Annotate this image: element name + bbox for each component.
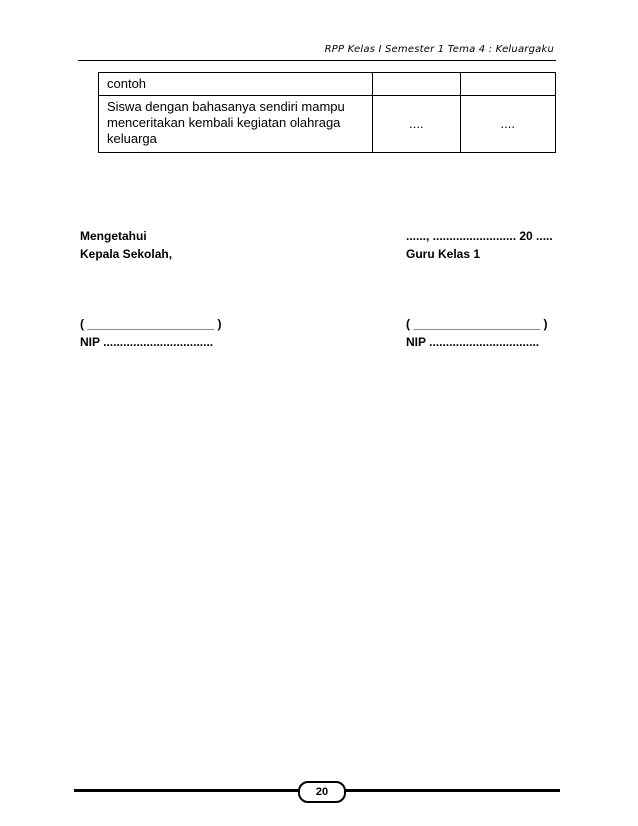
signature-right-place-date: ......, ......................... 20 ..... bbox=[406, 229, 553, 243]
score-cell bbox=[373, 73, 460, 96]
running-header: RPP Kelas I Semester 1 Tema 4 : Keluargaku bbox=[324, 44, 554, 55]
page-number: 20 bbox=[298, 781, 346, 803]
score-cell: .... bbox=[460, 96, 555, 153]
signature-right-role: Guru Kelas 1 bbox=[406, 247, 481, 261]
indicator-cell: Siswa dengan bahasanya sendiri mampu menceritakan kembali kegiatan olahraga keluarga bbox=[99, 96, 373, 153]
signature-left-nip: NIP ................................. bbox=[80, 335, 214, 349]
signature-right-nip: NIP ................................. bbox=[406, 335, 540, 349]
signature-left-line1: Mengetahui bbox=[80, 229, 147, 243]
assessment-table bbox=[98, 72, 556, 153]
indicator-cell: contoh bbox=[99, 73, 373, 96]
header-rule bbox=[78, 60, 556, 61]
score-cell: .... bbox=[373, 96, 460, 153]
signature-left-name-line: ( ___________________ ) bbox=[80, 317, 222, 331]
table-row bbox=[99, 73, 556, 96]
signature-right-name-line: ( ___________________ ) bbox=[406, 317, 548, 331]
signature-left-role: Kepala Sekolah, bbox=[80, 247, 173, 261]
score-cell bbox=[460, 73, 555, 96]
table-row bbox=[99, 96, 556, 153]
